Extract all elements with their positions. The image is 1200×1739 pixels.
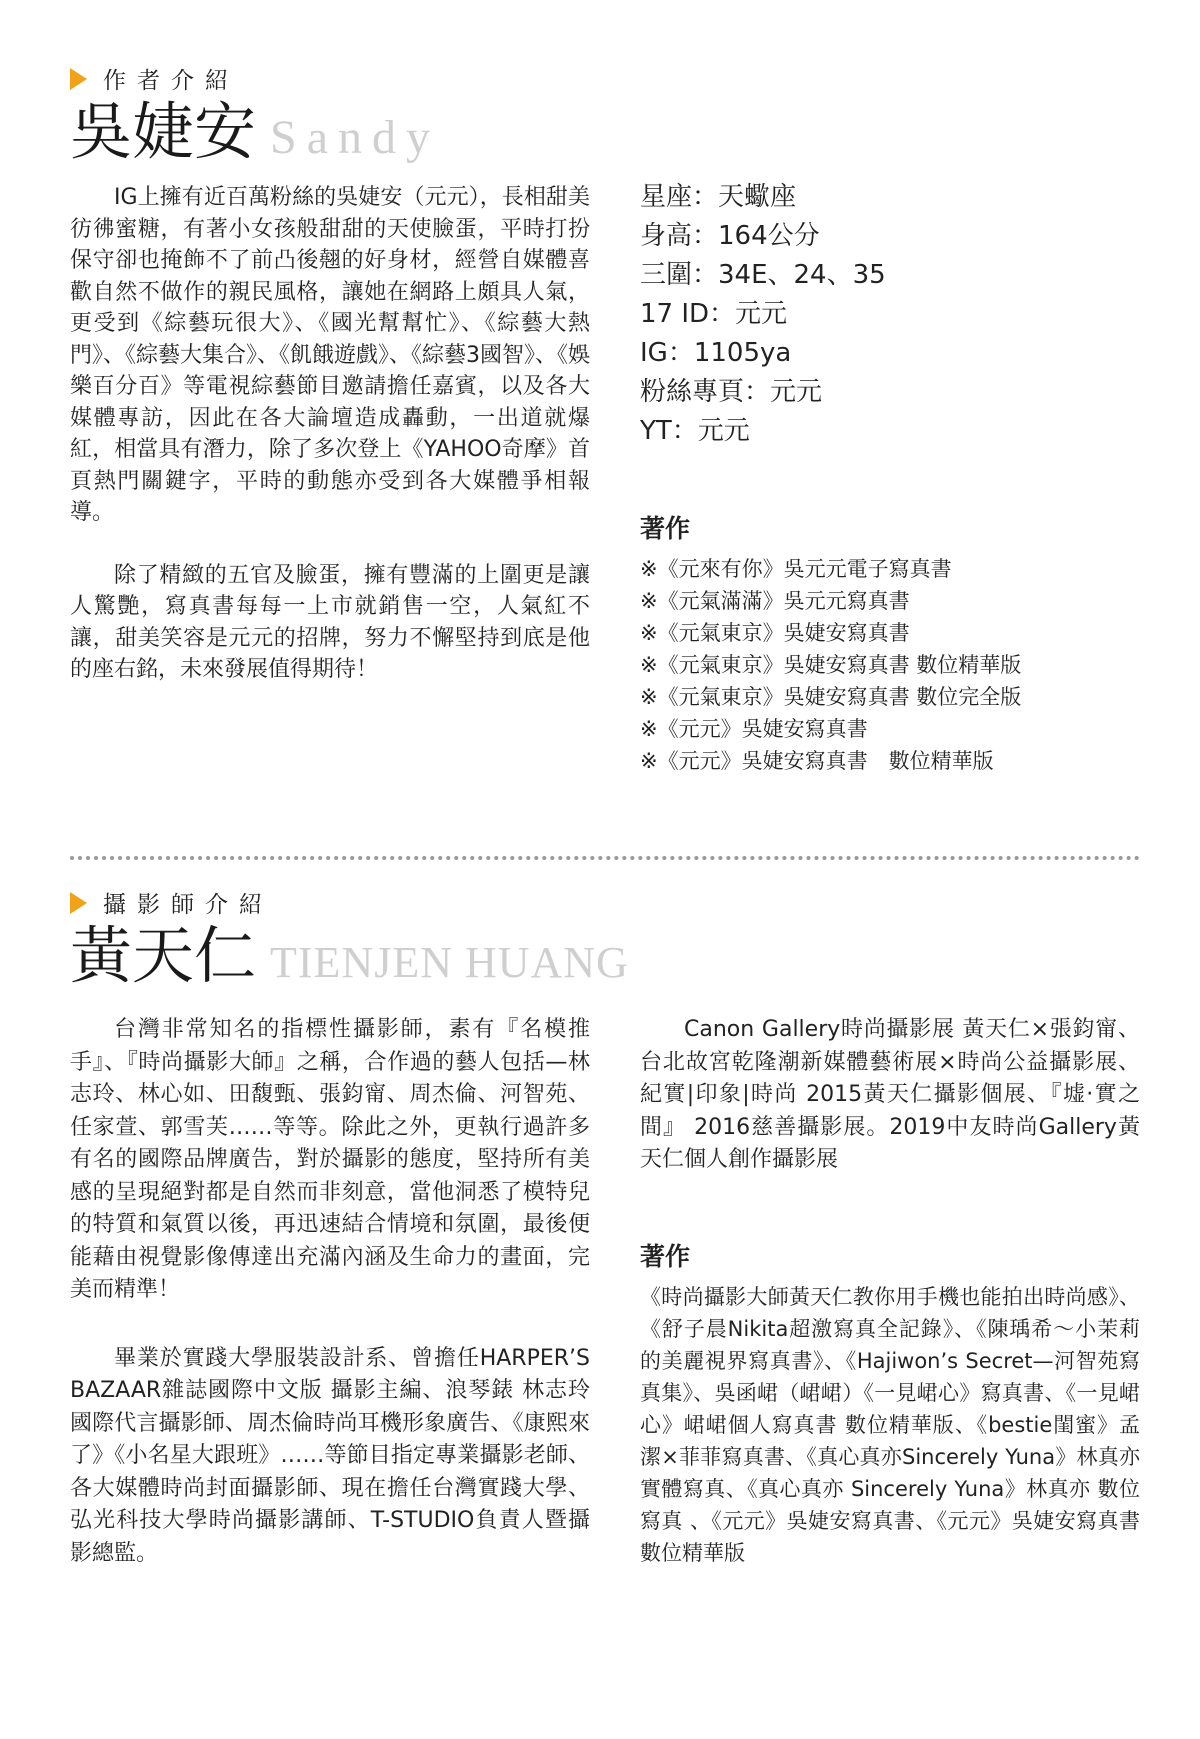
author-work-item: ※《元氣滿滿》吳元元寫真書: [640, 589, 910, 613]
author-work-item: ※《元氣東京》吳婕安寫真書: [640, 621, 910, 645]
photographer-bio-column: [70, 1014, 590, 1570]
photographer-bio-paragraph-1: 台灣非常知名的指標性攝影師，素有『名模推手』、『時尚攝影大師』之稱，合作過的藝人包括—林志玲、林心如、田馥甄、張鈞甯、周杰倫、河智苑、任家萱、郭雪芙……等等。除此之外，更執行過許多有名的國際品牌廣告，對於攝影的態度，堅持所有美感的呈現絕對都是自然而非刻意，當他洞悉了模特兒的特質和氣質以後，再迅速結合情境和氛圍，最後便能藉由視覺影像傳達出充滿內涵及生命力的畫面，完美而精準！: [70, 1017, 590, 1302]
photographer-info-column: [640, 1014, 1140, 1570]
triangle-bullet-icon: [70, 68, 87, 90]
author-name-en: Sandy: [270, 111, 441, 164]
author-work-item: ※《元氣東京》吳婕安寫真書 數位精華版: [640, 653, 1022, 677]
photographer-name-en: TIENJEN HUANG: [270, 938, 629, 987]
photographer-name-cn: 黃天仁: [70, 919, 257, 992]
author-bio-paragraph-1: IG上擁有近百萬粉絲的吳婕安（元元），長相甜美彷彿蜜糖，有著小女孩般甜甜的天使臉蛋，平時打扮保守卻也掩飾不了前凸後翹的好身材，經營自媒體喜歡自然不做作的親民風格，讓她在網路上頗具人氣，更受到《綜藝玩很大》、《國光幫幫忙》、《綜藝大熱門》、《綜藝大集合》、《飢餓遊戲》、《綜藝3國智》、《娛樂百分百》等電視綜藝節目邀請擔任嘉賓，以及各大媒體專訪，因此在各大論壇造成轟動，一出道就爆紅，相當具有潛力，除了多次登上《YAHOO奇摩》首頁熱門關鍵字，平時的動態亦受到各大媒體爭相報導。: [70, 185, 590, 525]
author-works-title: 著作: [640, 514, 691, 543]
triangle-bullet-icon: [70, 892, 87, 914]
author-bio-paragraph-2: 除了精緻的五官及臉蛋，擁有豐滿的上圍更是讓人驚艷，寫真書每每一上市就銷售一空，人氣紅不讓，甜美笑容是元元的招牌，努力不懈堅持到底是他的座右銘，未來發展值得期待！: [70, 562, 590, 682]
profile-zodiac: 星座：天蠍座: [640, 182, 797, 212]
photographer-section-header: [70, 886, 1140, 919]
profile-height: 身高：164公分: [640, 221, 820, 251]
author-work-item: ※《元元》吳婕安寫真書: [640, 717, 868, 741]
photographer-body: [70, 1014, 1140, 1570]
author-bio-column: [70, 182, 590, 777]
author-section-header: [70, 62, 1140, 95]
profile-measurements: 三圍：34E、24、35: [640, 260, 886, 290]
author-name-row: [70, 97, 1140, 167]
photographer-works-title: 著作: [640, 1241, 691, 1271]
author-name-cn: 吳婕安: [70, 95, 257, 168]
author-info-column: [640, 178, 1140, 777]
photographer-bio-paragraph-2: 畢業於實踐大學服裝設計系、曾擔任HARPER’S BAZAAR雜誌國際中文版 攝影主編、浪琴錶 林志玲國際代言攝影師、周杰倫時尚耳機形象廣告、《康熙來了》《小名星大跟班》……等節目指定專業攝影老師、各大媒體時尚封面攝影師、現在擔任台灣實踐大學、弘光科技大學時尚攝影講師、T-STUDIO負責人暨攝影總監。: [70, 1345, 590, 1566]
profile-17-id: 17 ID：元元: [640, 299, 788, 329]
profile-ig: IG：1105ya: [640, 338, 792, 368]
author-work-item: ※《元來有你》吳元元電子寫真書: [640, 557, 952, 581]
photographer-section-label: 攝影師介紹: [103, 892, 273, 918]
author-work-item: ※《元氣東京》吳婕安寫真書 數位完全版: [640, 685, 1022, 709]
author-work-item: ※《元元》吳婕安寫真書 數位精華版: [640, 749, 994, 773]
profile-fanpage: 粉絲專頁：元元: [640, 377, 823, 407]
author-body: [70, 182, 1140, 777]
section-divider: [70, 856, 1140, 860]
author-section-label: 作者介紹: [103, 68, 239, 94]
photographer-section: [70, 886, 1140, 991]
photographer-name-row: [70, 921, 1140, 991]
profile-youtube: YT：元元: [640, 416, 750, 446]
photographer-works-list: 《時尚攝影大師黃天仁教你用手機也能拍出時尚感》、《舒子晨Nikita超激寫真全記錄》、《陳瑀希～小茉莉的美麗視界寫真書》、《Hajiwon’s Secret—河智苑寫真集》、吳函峮（峮峮）《一見峮心》寫真書、《一見峮心》峮峮個人寫真書 數位精華版、《bestie閨蜜》孟潔×菲菲寫真書、《真心真亦Sincerely Yuna》林真亦實體寫真、《真心真亦 Sincerely Yuna》林真亦 數位寫真 、《元元》吳婕安寫真書、《元元》吳婕安寫真書 數位精華版: [640, 1284, 1140, 1565]
author-section: [70, 62, 1140, 167]
photographer-exhibitions: Canon Gallery時尚攝影展 黃天仁×張鈞甯、台北故宮乾隆潮新媒體藝術展×時尚公益攝影展、紀實|印象|時尚 2015黃天仁攝影個展、『墟·實之間』 2016慈善攝影展。2019中友時尚Gallery黃天仁個人創作攝影展: [640, 1017, 1140, 1172]
